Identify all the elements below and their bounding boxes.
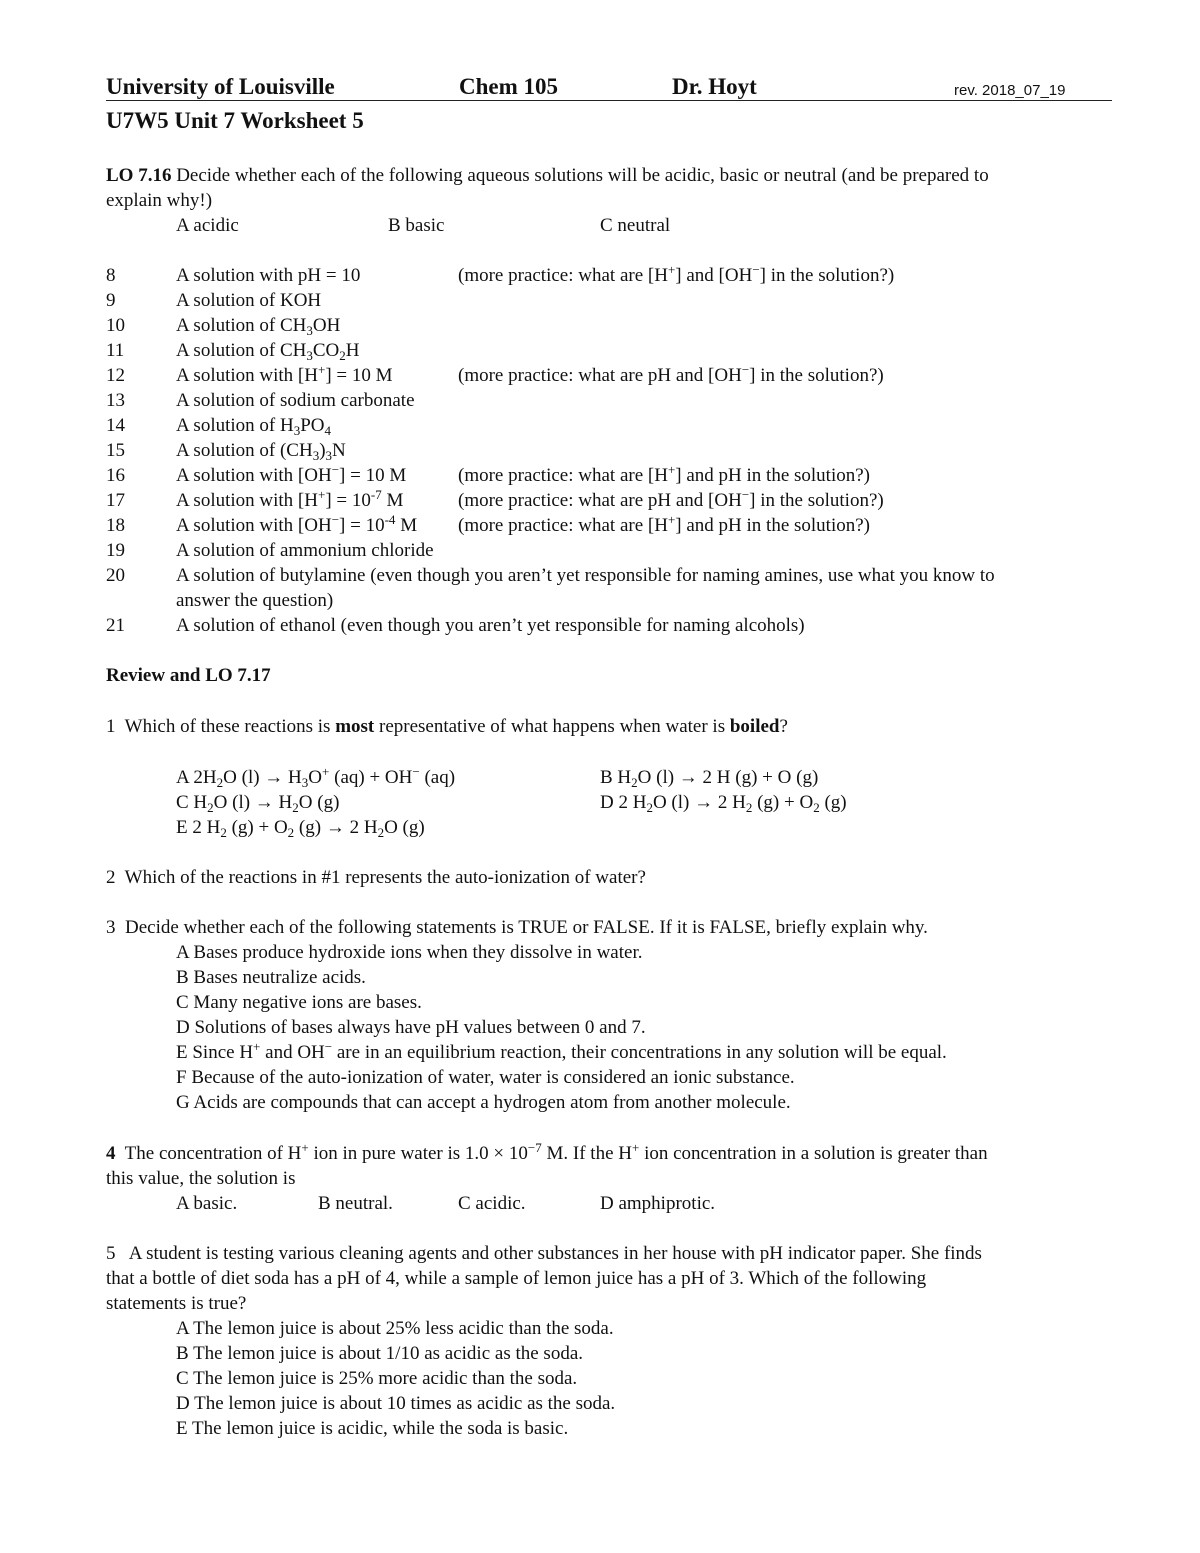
item-number: 19 [106,540,125,561]
item-text: A solution of $CH_3OH$ [176,315,341,338]
item-number: 10 [106,315,125,336]
question-4-cont: this value, the solution is [106,1168,296,1189]
item-text-cont: answer the question) [176,590,334,611]
review-heading: Review and LO 7.17 [106,665,271,686]
item-number: 8 [106,265,116,286]
item-text: A solution with [H+] = 10 M [176,362,393,386]
question-text: Decide whether each of the following statements is TRUE or FALSE. If it is FALSE, briefly explain why. [125,917,928,938]
lo716-instruction-text: Decide whether each of the following aqueous solutions will be acidic, basic or neutral (and be prepared to [176,165,989,186]
lo716-instruction-cont: explain why!) [106,190,213,211]
question-5 [106,1242,982,1265]
q1-option-a: A $2H_2O$ $(l) \to H_3O^+$ (aq) + OH− (aq) [176,764,456,790]
question-text: representative of what happens when water is [374,716,730,737]
emphasis: most [335,716,375,737]
question-number: 1 [106,716,116,737]
item-number: 17 [106,490,125,511]
question-3 [106,916,928,939]
item-note: (more practice: what are [H+] and [OH−] in the solution?) [458,262,895,286]
item-note: (more practice: what are pH and [OH−] in the solution?) [458,487,884,511]
item-number: 15 [106,440,125,461]
option-neutral: C neutral [600,215,671,236]
instructor-name: Dr. Hoyt [672,74,757,99]
item-text: A solution of KOH [176,290,322,311]
course-name: Chem 105 [459,74,559,99]
item-text: A solution of sodium carbonate [176,390,415,411]
item-text: A solution with $[OH^-] = 10^{-4}$ M [176,512,418,536]
q4-option-c: C acidic. [458,1193,526,1214]
item-number: 12 [106,365,125,386]
item-number: 16 [106,465,125,486]
question-number: 2 [106,867,116,888]
item-note: (more practice: what are [H+] and pH in the solution?) [458,462,870,486]
item-text: A solution with pH = 10 [176,265,361,286]
question-text: A student is testing various cleaning agents and other substances in her house with pH indicator paper. She finds [128,1243,982,1264]
item-number: 18 [106,515,125,536]
item-text: A solution with [OH−] = 10 M [176,462,407,486]
header-rule [106,100,1112,101]
item-number: 20 [106,565,125,586]
q4-option-d: D amphiprotic. [600,1193,716,1214]
q1-option-b: B $H_2O$ (l) → 2 H (g) + O (g) [600,767,819,790]
question-4 [106,1142,988,1165]
item-text: A solution of $H_3PO_4$ [176,415,331,438]
item-text: A solution of ethanol (even though you aren’t yet responsible for naming alcohols) [176,615,805,636]
revision-date: rev. 2018_07_19 [954,82,1066,99]
q1-option-d: D 2 $H_2O$ (l) → 2 $H_2$ $(g) + O_2$ (g) [600,792,847,815]
question-text: Which of the reactions in #1 represents the auto-ionization of water? [124,867,646,888]
question-number: 3 [106,917,116,938]
item-text: A solution of butylamine (even though you aren’t yet responsible for naming amines, use what you know to [176,565,995,586]
emphasis: boiled [729,716,780,737]
item-number: 14 [106,415,125,436]
question-5-cont: statements is true? [106,1293,247,1314]
item-text: A solution of $CH_3CO_2H$ [176,340,360,363]
item-note: (more practice: what are [H+] and pH in the solution?) [458,512,870,536]
item-number: 9 [106,290,116,311]
page-title: U7W5 Unit 7 Worksheet 5 [106,108,364,133]
question-text: ? [779,716,788,737]
q1-option-c: C $H_2O$ $(l) \to H_2O$ (g) [176,792,340,815]
question-2 [106,866,646,889]
option-acidic: A acidic [176,215,239,236]
question-5-cont: that a bottle of diet soda has a pH of 4, while a sample of lemon juice has a pH of 3. Which of the following [106,1268,927,1289]
item-number: 11 [106,340,125,361]
q4-option-a: A basic. [176,1193,238,1214]
q4-option-b: B neutral. [318,1193,393,1214]
lo716-instruction [106,164,989,187]
header-row [106,74,1066,100]
q1-option-e: E 2 $H_2$ $(g) + O_2$ (g) → 2 $H_2O$ (g) [176,817,425,840]
university-name: University of Louisville [106,74,335,99]
lo716-label: LO 7.16 [106,165,172,186]
question-number: 5 [106,1243,116,1264]
item-text: A solution of ammonium chloride [176,540,434,561]
question-number: 4 [106,1143,116,1164]
question-1 [106,715,788,738]
item-number: 13 [106,390,125,411]
option-basic: B basic [388,215,445,236]
question-text: The concentration of H+ ion in pure water is $1.0 \times 10^{-7}$ M. If the H+ ion concentration in a solution is greater than [124,1140,988,1164]
item-note: (more practice: what are pH and [OH−] in the solution?) [458,362,884,386]
item-text: A solution of $(CH_3)_3N$ [176,440,346,463]
item-text: A solution with $[H^+] = 10^{-7}$ M [176,487,404,511]
item-number: 21 [106,615,125,636]
question-text: Which of these reactions is [124,716,336,737]
